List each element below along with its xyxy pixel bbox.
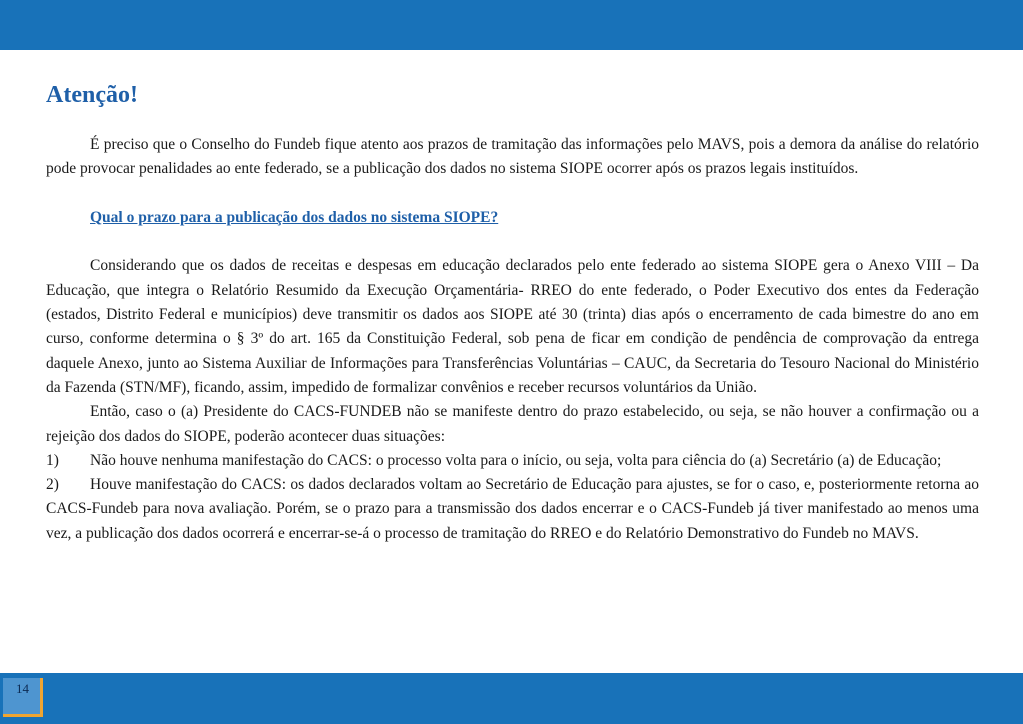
list-item-number: 2)	[46, 476, 59, 494]
spacer	[46, 230, 979, 254]
list-item-text: Houve manifestação do CACS: os dados declarados voltam ao Secretário de Educação para ajustes, se for o caso, e, posteriormente retorna ao CACS-Fundeb para nova avaliação. Porém, se o prazo para a transmissão dos dados encerrar e o CACS-Fundeb já tiver manifestado ao menos uma vez, a publicação dos dados ocorrerá e encerrar-se-á o processo de tramitação do RREO e do Relatório Demonstrativo do Fundeb no MAVS.	[46, 476, 979, 542]
page-number: 14	[16, 681, 29, 696]
spacer	[46, 182, 979, 206]
list-item-number: 1)	[46, 451, 59, 469]
paragraph-situations: Então, caso o (a) Presidente do CACS-FUNDEB não se manifeste dentro do prazo estabelecido, ou seja, se não houver a confirmação ou a rejeição dos dados do SIOPE, poderão acontecer duas situações:	[46, 403, 979, 445]
page-heading: Atenção!	[46, 82, 138, 108]
footer-bar	[0, 673, 1023, 724]
list-item	[46, 473, 979, 546]
paragraph-attention: É preciso que o Conselho do Fundeb fique atento aos prazos de tramitação das informações pelo MAVS, pois a demora da análise do relatório pode provocar penalidades ao ente federado, se a publicação dos dados no sistema SIOPE ocorrer após os prazos legais instituídos.	[46, 136, 979, 178]
paragraph-deadline: Considerando que os dados de receitas e despesas em educação declarados pelo ente federado ao sistema SIOPE gera o Anexo VIII – Da Educação, que integra o Relatório Resumido da Execução Orçamentária- RREO do ente federado, o Poder Executivo dos entes da Federação (estados, Distrito Federal e municípios) deve transmitir os dados aos SIOPE até 30 (trinta) dias após o encerramento de cada bimestre do ano em curso, conforme determina o § 3º do art. 165 da Constituição Federal, sob pena de ficar em condição de pendência de comprovação da entrega daquele Anexo, junto ao Sistema Auxiliar de Informações para Transferências Voluntárias – CAUC, da Secretaria do Tesouro Nacional do Ministério da Fazenda (STN/MF), ficando, assim, impedido de formalizar convênios e receber recursos voluntários da União.	[46, 257, 979, 396]
list-item	[46, 449, 979, 473]
list-item-text: Não houve nenhuma manifestação do CACS: o processo volta para o início, ou seja, volta para ciência do (a) Secretário (a) de Educação;	[90, 451, 942, 469]
section-subheading: Qual o prazo para a publicação dos dados no sistema SIOPE?	[90, 208, 499, 226]
document-body	[46, 133, 979, 546]
header-bar	[0, 0, 1023, 50]
